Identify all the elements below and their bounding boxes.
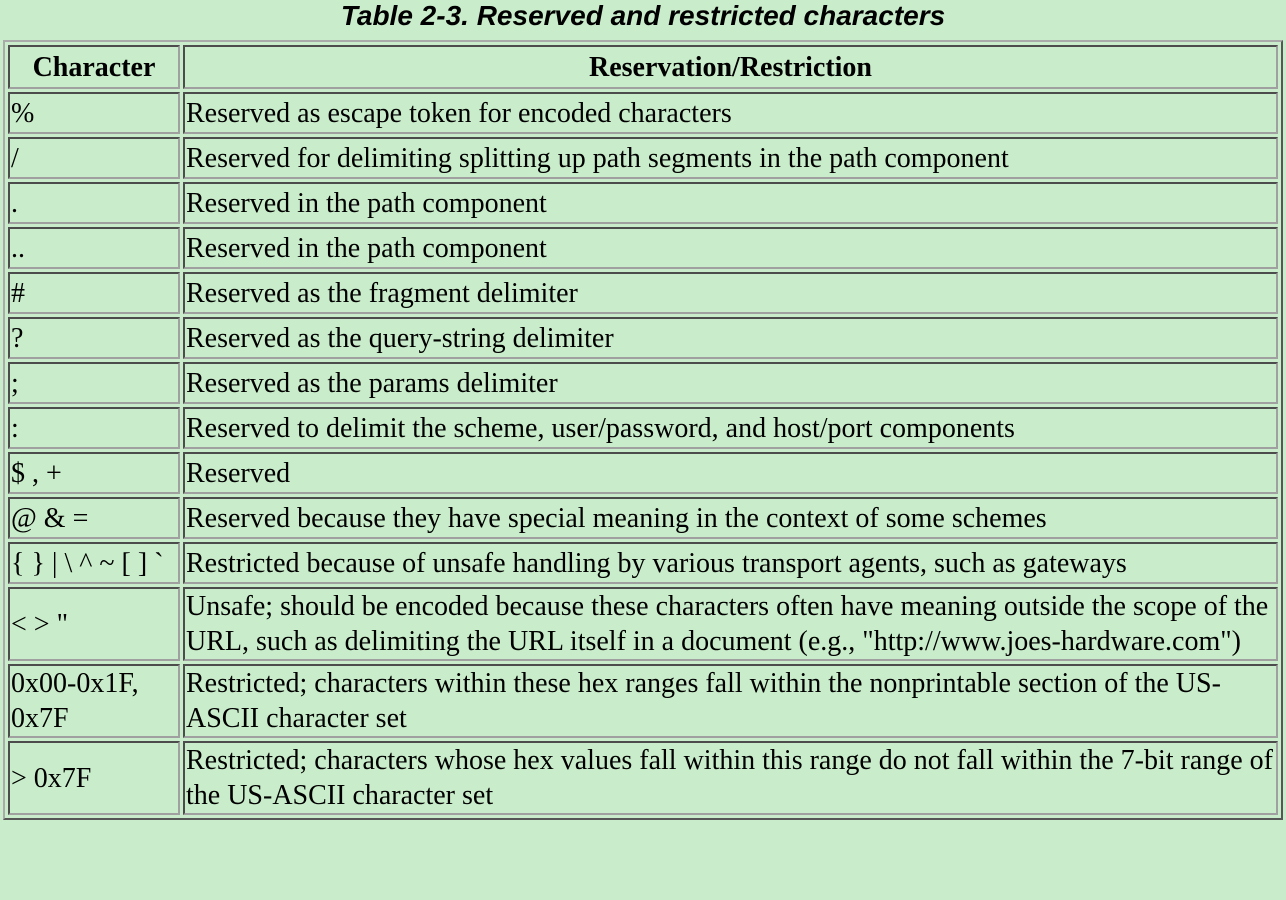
character-cell: # [8, 272, 180, 314]
character-cell: { } | \ ^ ~ [ ] ` [8, 542, 180, 584]
table-row [8, 741, 1278, 815]
reservation-cell: Reserved to delimit the scheme, user/password, and host/port components [183, 407, 1278, 449]
table-row [8, 227, 1278, 269]
column-header-reservation: Reservation/Restriction [183, 45, 1278, 89]
character-cell: ; [8, 362, 180, 404]
table-row [8, 182, 1278, 224]
table-row [8, 92, 1278, 134]
character-cell: ? [8, 317, 180, 359]
table-row [8, 664, 1278, 738]
reservation-cell: Restricted because of unsafe handling by various transport agents, such as gateways [183, 542, 1278, 584]
character-cell: @ & = [8, 497, 180, 539]
table-caption: Table 2-3. Reserved and restricted characters [340, 0, 946, 31]
reservation-cell: Reserved in the path component [183, 227, 1278, 269]
table-row [8, 542, 1278, 584]
reservation-cell: Reserved in the path component [183, 182, 1278, 224]
table-row [8, 317, 1278, 359]
character-cell: > 0x7F [8, 741, 180, 815]
reservation-cell: Unsafe; should be encoded because these characters often have meaning outside the scope of the URL, such as delimiting the URL itself in a document (e.g., "http://www.joes-hardware.com") [183, 587, 1278, 661]
table-row [8, 407, 1278, 449]
table-row [8, 452, 1278, 494]
reservation-cell: Reserved because they have special meaning in the context of some schemes [183, 497, 1278, 539]
character-cell: / [8, 137, 180, 179]
table-row [8, 362, 1278, 404]
reservation-cell: Reserved [183, 452, 1278, 494]
table-header-row [8, 45, 1278, 89]
character-cell: < > " [8, 587, 180, 661]
reservation-cell: Reserved for delimiting splitting up path segments in the path component [183, 137, 1278, 179]
character-cell: % [8, 92, 180, 134]
reservation-cell: Reserved as the query-string delimiter [183, 317, 1278, 359]
character-cell: .. [8, 227, 180, 269]
column-header-character: Character [8, 45, 180, 89]
table-row [8, 137, 1278, 179]
reservation-cell: Reserved as the params delimiter [183, 362, 1278, 404]
character-cell: $ , + [8, 452, 180, 494]
reservation-cell: Restricted; characters whose hex values fall within this range do not fall within the 7-bit range of the US-ASCII character set [183, 741, 1278, 815]
table-row [8, 272, 1278, 314]
reserved-characters-table [3, 40, 1283, 820]
character-cell: 0x00-0x1F, 0x7F [8, 664, 180, 738]
reservation-cell: Restricted; characters within these hex ranges fall within the nonprintable section of the US-ASCII character set [183, 664, 1278, 738]
reservation-cell: Reserved as the fragment delimiter [183, 272, 1278, 314]
reservation-cell: Reserved as escape token for encoded characters [183, 92, 1278, 134]
character-cell: : [8, 407, 180, 449]
table-row [8, 497, 1278, 539]
table-row [8, 587, 1278, 661]
character-cell: . [8, 182, 180, 224]
